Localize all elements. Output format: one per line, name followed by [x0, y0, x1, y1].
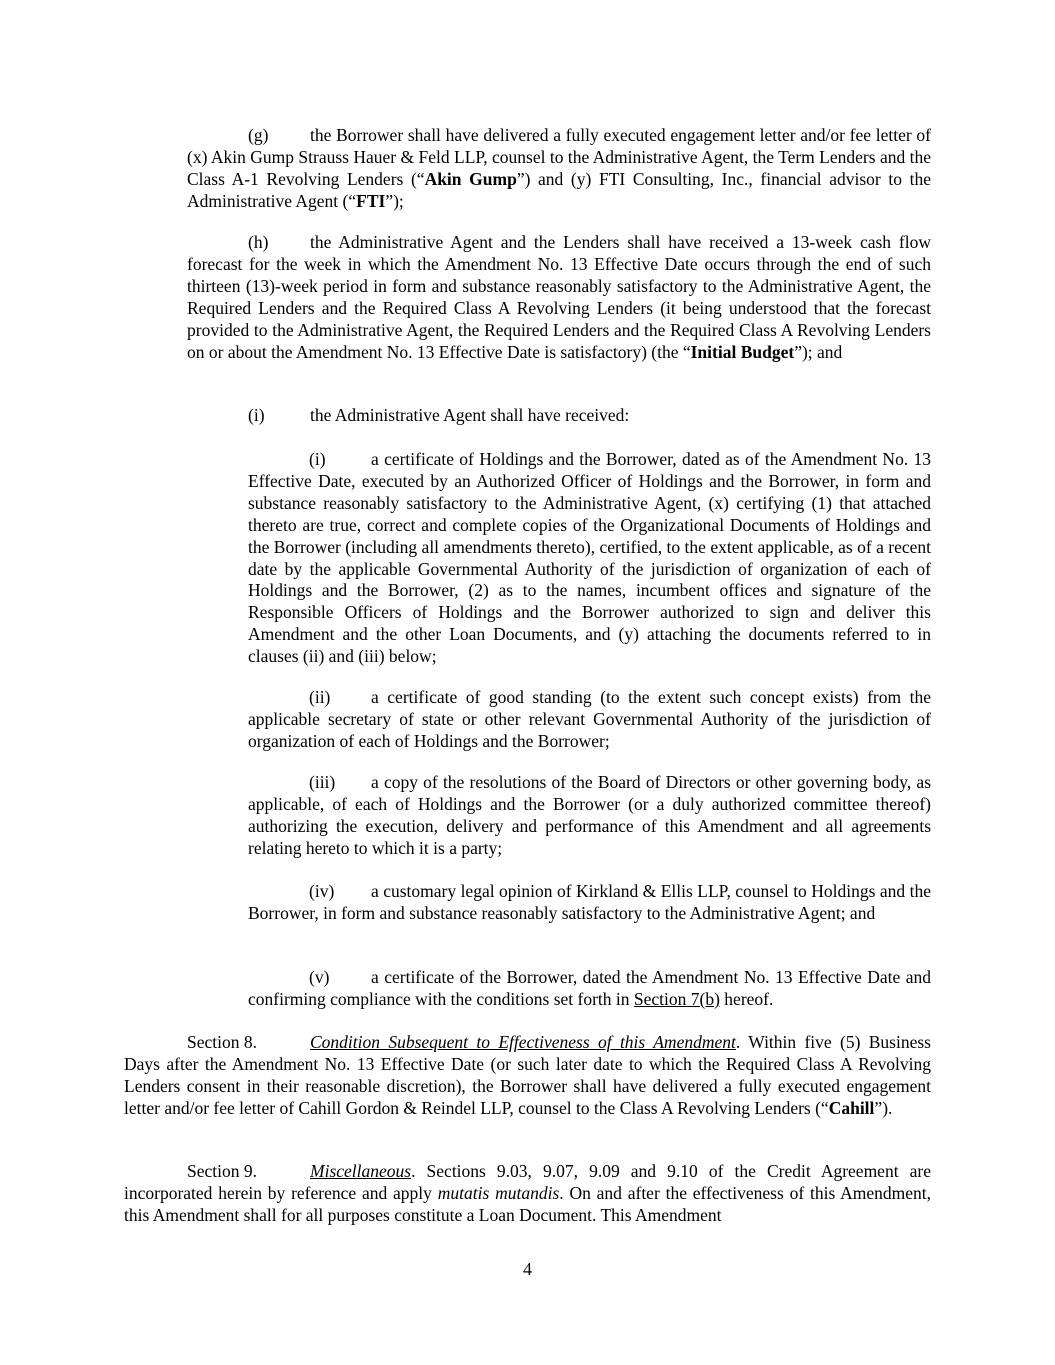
- subparagraph-ii: [248, 687, 931, 753]
- subparagraph-label: (ii): [309, 687, 331, 707]
- subparagraph-label: (i): [309, 449, 326, 469]
- subparagraph-label: (iii): [309, 772, 336, 792]
- section-label: Section 9.: [187, 1161, 257, 1181]
- paragraph-text: the Administrative Agent and the Lenders shall have received a 13-week cash flow forecast for the week in which the Amendment No. 13 Effective Date occurs through the end of such thirteen (13)-week period in form and substance reasonably satisfactory to the Administrative Agent, the Required Lenders and the Required Class A Revolving Lenders (it being understood that the forecast provided to the Administrative Agent, the Required Lenders and the Required Class A Revolving Lenders on or about the Amendment No. 13 Effective Date is satisfactory) (the “: [187, 232, 931, 362]
- paragraph-h: [187, 232, 931, 363]
- subparagraph-text: a certificate of the Borrower, dated the Amendment No. 13 Effective Date and confirming compliance with the conditions set forth in: [248, 967, 931, 1009]
- page-number: 4: [523, 1259, 532, 1279]
- subparagraph-i: [248, 449, 931, 668]
- section-heading: Condition Subsequent to Effectiveness of this Amendment: [310, 1032, 736, 1052]
- section-text: . On and after the effectiveness of this Amendment, this Amendment shall for all purposes constitute a Loan Document. This Amendment: [124, 1182, 932, 1225]
- section-8: [124, 1032, 931, 1120]
- section-text: ”).: [874, 1097, 893, 1118]
- paragraph-text: ”);: [385, 190, 404, 211]
- subparagraph-v: [248, 967, 931, 1011]
- defined-term: Initial Budget: [690, 341, 795, 362]
- paragraph-i: [187, 405, 931, 427]
- paragraph-text: ”); and: [794, 341, 843, 362]
- defined-term: FTI: [356, 190, 386, 211]
- section-heading: Miscellaneous: [310, 1161, 412, 1181]
- defined-term: Akin Gump: [424, 168, 517, 189]
- section-text: . Sections 9.03, 9.07, 9.09 and 9.10 of the Credit Agreement are incorporated herein by reference and apply: [124, 1161, 931, 1203]
- subparagraph-text: a customary legal opinion of Kirkland & Ellis LLP, counsel to Holdings and the Borrower, in form and substance reasonably satisfactory to the Administrative Agent; and: [248, 881, 931, 923]
- paragraph-text: the Borrower shall have delivered a fully executed engagement letter and/or fee letter of (x) Akin Gump Strauss Hauer & Feld LLP, counsel to the Administrative Agent, the Term Lenders and the Class A-1 Revolving Lenders (“: [187, 125, 931, 189]
- italic-term: mutatis mutandis: [437, 1182, 560, 1203]
- paragraph-label: (i): [248, 405, 265, 425]
- paragraph-label: (g): [248, 125, 269, 145]
- section-label: Section 8.: [187, 1032, 257, 1052]
- section-9: [124, 1161, 931, 1227]
- subparagraph-text: hereof.: [719, 988, 774, 1009]
- subparagraph-text: a copy of the resolutions of the Board of Directors or other governing body, as applicable, of each of Holdings and the Borrower (or a duly authorized committee thereof) authorizing the execution, delivery and performance of this Amendment and all agreements relating hereto to which it is a party;: [248, 772, 931, 858]
- section-text: . Within five (5) Business Days after the Amendment No. 13 Effective Date (or such later date to which the Required Class A Revolving Lenders consent in their reasonable discretion), the Borrower shall have delivered a fully executed engagement letter and/or fee letter of Cahill Gordon & Reindel LLP, counsel to the Class A Revolving Lenders (“: [124, 1032, 931, 1118]
- subparagraph-iv: [248, 881, 931, 925]
- paragraph-text: ”) and (y) FTI Consulting, Inc., financial advisor to the Administrative Agent (“: [187, 168, 931, 211]
- section-reference-link[interactable]: Section 7(b): [633, 988, 720, 1009]
- defined-term: Cahill: [828, 1097, 875, 1118]
- paragraph-label: (h): [248, 232, 269, 252]
- paragraph-text: the Administrative Agent shall have received:: [310, 405, 630, 425]
- subparagraph-label: (v): [309, 967, 330, 987]
- subparagraph-iii: [248, 772, 931, 860]
- paragraph-g: [187, 125, 931, 213]
- subparagraph-label: (iv): [309, 881, 335, 901]
- subparagraph-text: a certificate of good standing (to the extent such concept exists) from the applicable secretary of state or other relevant Governmental Authority of the jurisdiction of organization of each of Holdings and the Borrower;: [248, 687, 931, 751]
- subparagraph-text: a certificate of Holdings and the Borrower, dated as of the Amendment No. 13 Effective Date, executed by an Authorized Officer of Holdings and the Borrower, in form and substance reasonably satisfactory to the Administrative Agent, (x) certifying (1) that attached thereto are true, correct and complete copies of the Organizational Documents of Holdings and the Borrower (including all amendments thereto), certified, to the extent applicable, as of a recent date by the applicable Governmental Authority of the jurisdiction of organization of each of Holdings and the Borrower, (2) as to the names, incumbent offices and signature of the Responsible Officers of Holdings and the Borrower authorized to sign and deliver this Amendment and the other Loan Documents, and (y) attaching the documents referred to in clauses (ii) and (iii) below;: [248, 449, 931, 667]
